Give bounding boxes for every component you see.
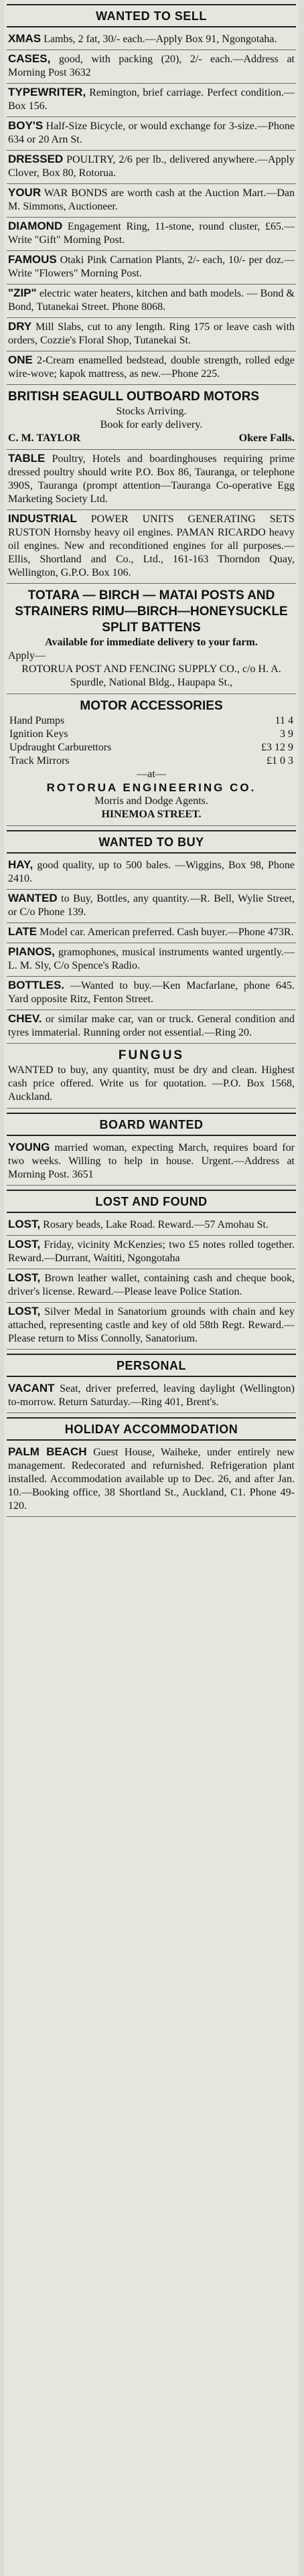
ad-body-text: Guest House, Waiheke, under entirely new management. Redecorated and refurnished. Refrigeration plant installed. Accommodation available up to Dec. 26, and after Jan. 10.—Booking office, 38 Shortland St., Auckland, C1. Phone 49-120. xyxy=(8,1447,295,1512)
classified-ad xyxy=(7,251,296,285)
classified-ad xyxy=(7,856,296,890)
ad-lead-word: VACANT xyxy=(8,1382,55,1394)
seagull-line-1: Stocks Arriving. xyxy=(116,406,187,417)
ad-body-text: Rosary beads, Lake Road. Reward.—57 Amohau St. xyxy=(43,1219,269,1230)
ad-body-text: Seat, driver preferred, leaving daylight (Wellington) to-morrow. Return Saturday.—Ring 401, Brent's. xyxy=(8,1383,295,1408)
seagull-display-ad xyxy=(7,385,296,450)
classified-ad xyxy=(7,1303,296,1350)
ad-body-text: Remington, brief carriage. Perfect condition.—Box 156. xyxy=(8,87,295,112)
motor-company: ROTORUA ENGINEERING CO. xyxy=(46,781,256,794)
section-heading-board-wanted: BOARD WANTED xyxy=(7,1113,296,1136)
classified-ad xyxy=(7,50,296,84)
ad-lead-word: YOUNG xyxy=(8,1141,50,1153)
motor-part-price: 11 4 xyxy=(275,715,293,726)
motor-part-row xyxy=(8,741,295,754)
fungus-text: WANTED to buy, any quantity, must be dry and clean. Highest cash price offered. Write us for quotation. —P.O. Box 1568, Auckland. xyxy=(8,1064,295,1103)
classified-ad xyxy=(7,450,296,510)
seagull-place: Okere Falls. xyxy=(238,432,295,444)
personal-ad-list xyxy=(7,1380,296,1413)
ad-body-text: Poultry, Hotels and boardinghouses requiring prime dressed poultry should write P.O. Box 86, Tauranga, or telephone 390S, Tauranga (prompt attention—Tauranga Co-operative Egg Marketing Society Ltd. xyxy=(8,453,295,505)
section-heading-wanted-to-sell: WANTED TO SELL xyxy=(7,4,296,27)
classified-ad xyxy=(7,1380,296,1413)
ad-body-text: Model car. American preferred. Cash buyer.—Phone 473R. xyxy=(40,927,294,938)
ad-body-text: to Buy, Bottles, any quantity.—R. Bell, Wylie Street, or C/o Phone 139. xyxy=(8,893,295,918)
ad-body-text: good quality, up to 500 bales. —Wiggins, Box 98, Phone 2410. xyxy=(8,860,295,884)
ad-body-text: Otaki Pink Carnation Plants, 2/- each, 10/- per doz.—Write "Flowers" Morning Post. xyxy=(8,254,295,279)
classified-ad xyxy=(7,1269,296,1303)
motor-part-name: Updraught Carburettors xyxy=(9,742,112,753)
classified-ad xyxy=(7,1010,296,1044)
section-heading-lost-and-found: LOST AND FOUND xyxy=(7,1190,296,1213)
ad-lead-word: YOUR xyxy=(8,186,42,199)
ad-body-text: Friday, vicinity McKenzies; two £5 notes rolled together. Reward.—Durrant, Waititi, Ngongotaha xyxy=(8,1239,295,1264)
classified-ad xyxy=(7,1216,296,1236)
ad-body-text: WAR BONDS are worth cash at the Auction Mart.—Dan M. Simmons, Auctioneer. xyxy=(8,187,295,212)
lost-ad-list xyxy=(7,1216,296,1350)
classified-ad xyxy=(7,890,296,923)
classified-ad xyxy=(7,318,296,351)
buy-ad-list xyxy=(7,856,296,1044)
ad-lead-word: BOY'S xyxy=(8,119,44,132)
motor-part-price: £3 12 9 xyxy=(261,742,293,753)
classified-ad xyxy=(7,184,296,218)
ad-lead-word: DRY xyxy=(8,320,32,333)
ad-body-text: Brown leather wallet, containing cash and cheque book, driver's license. Reward.—Please leave Police Station. xyxy=(8,1273,295,1297)
ad-body-text: POULTRY, 2/6 per lb., delivered anywhere.—Apply Clover, Box 80, Rotorua. xyxy=(8,154,295,179)
ad-body-text: POWER UNITS GENERATING SETS RUSTON Hornsby heavy oil engines. PAMAN RICARDO heavy oil engines. New and reconditioned engines for all purposes.—Ellis, Shortland and Co., Ltd., 161-163 Thorndon Quay, Wellington, G.P.O. Box 106. xyxy=(8,513,295,578)
motor-part-row xyxy=(8,754,295,768)
motor-part-name: Ignition Keys xyxy=(9,728,68,740)
motor-part-price: £1 0 3 xyxy=(267,755,293,767)
seagull-title: BRITISH SEAGULL OUTBOARD MOTORS xyxy=(8,390,260,404)
ad-lead-word: HAY, xyxy=(8,858,33,871)
motor-part-name: Track Mirrors xyxy=(9,755,70,767)
ad-lead-word: "ZIP" xyxy=(8,287,37,299)
ad-body-text: 2-Cream enamelled bedstead, double strength, rolled edge wire-wove; kapok mattress, as new.—Phone 225. xyxy=(8,355,295,380)
ad-body-text: Silver Medal in Sanatorium grounds with chain and key attached, representing castle and key of old 58th Regt. Reward.—Please return to Miss Connolly, Sanatorium. xyxy=(8,1306,295,1344)
classified-page xyxy=(4,0,299,2576)
ad-lead-word: TYPEWRITER, xyxy=(8,86,86,98)
ad-lead-word: CASES, xyxy=(8,52,51,65)
ad-lead-word: LATE xyxy=(8,925,37,938)
sell-ad-list xyxy=(7,30,296,385)
motor-parts-table xyxy=(8,714,295,768)
section-heading-personal: PERSONAL xyxy=(7,1354,296,1377)
totara-company: ROTORUA POST AND FENCING SUPPLY CO., c/o H. A. Spurdle, National Bldg., Haupapa St., xyxy=(21,663,281,688)
fungus-display-ad xyxy=(7,1044,296,1109)
classified-ad xyxy=(7,84,296,117)
ad-body-text: gramophones, musical instruments wanted urgently.—L. M. Sly, C/o Spence's Radio. xyxy=(8,947,295,971)
ad-lead-word: DRESSED xyxy=(8,153,64,165)
ad-body-text: good, with packing (20), 2/- each.—Address at Morning Post 3632 xyxy=(8,54,295,78)
ad-lead-word: ONE xyxy=(8,353,33,366)
holiday-ad-list xyxy=(7,1443,296,1517)
section-heading-wanted-to-buy: WANTED TO BUY xyxy=(7,830,296,854)
ad-body-text: Engagement Ring, 11-stone, round cluster, £65.—Write "Gift" Morning Post. xyxy=(8,221,295,246)
motor-accessories-display-ad xyxy=(7,694,296,826)
ad-body-text: married woman, expecting March, requires board for two weeks. Willing to help in house. Urgent.—Address at Morning Post. 3651 xyxy=(8,1142,295,1180)
fungus-title: FUNGUS xyxy=(118,1048,185,1062)
ad-body-text: Half-Size Bicycle, or would exchange for 3-size.—Phone 634 or 20 Arn St. xyxy=(8,120,295,145)
ad-lead-word: TABLE xyxy=(8,452,46,465)
motor-agents: Morris and Dodge Agents. xyxy=(94,795,208,807)
motor-part-name: Hand Pumps xyxy=(9,715,65,726)
ad-lead-word: LOST, xyxy=(8,1271,41,1284)
totara-display-ad xyxy=(7,584,296,694)
ad-body-text: electric water heaters, kitchen and bath models. — Bond & Bond, Tutanekai Street. Phone 8068. xyxy=(8,288,295,313)
classified-ad xyxy=(7,1139,296,1186)
ad-body-text: Mill Slabs, cut to any length. Ring 175 or leave cash with orders, Cozzie's Floral Shop, Tutanekai St. xyxy=(8,321,295,346)
classified-ad xyxy=(7,218,296,251)
ad-lead-word: FAMOUS xyxy=(8,253,57,266)
ad-body-text: Lambs, 2 fat, 30/- each.—Apply Box 91, Ngongotaha. xyxy=(44,33,277,45)
classified-ad xyxy=(7,117,296,151)
classified-ad xyxy=(7,1236,296,1269)
ad-lead-word: LOST, xyxy=(8,1238,41,1251)
ad-lead-word: PALM BEACH xyxy=(8,1445,87,1458)
board-ad-list xyxy=(7,1139,296,1186)
motor-street: HINEMOA STREET. xyxy=(101,809,202,820)
ad-lead-word: LOST, xyxy=(8,1218,41,1230)
ad-body-text: —Wanted to buy.—Ken Macfarlane, phone 645. Yard opposite Ritz, Fenton Street. xyxy=(8,980,295,1005)
ad-lead-word: XMAS xyxy=(8,32,42,45)
totara-availability: Available for immediate delivery to your farm. xyxy=(45,637,258,648)
ad-body-text: or similar make car, van or truck. General condition and tyres immaterial. Running order not essential.—Ring 20. xyxy=(8,1014,295,1038)
ad-lead-word: PIANOS, xyxy=(8,945,55,958)
classified-ad xyxy=(7,943,296,977)
classified-ad xyxy=(7,510,296,584)
ad-lead-word: WANTED xyxy=(8,892,58,904)
ad-lead-word: CHEV. xyxy=(8,1012,42,1025)
ad-lead-word: LOST, xyxy=(8,1305,41,1317)
seagull-name: C. M. TAYLOR xyxy=(8,432,81,444)
classified-ad xyxy=(7,1443,296,1517)
classified-ad xyxy=(7,923,296,943)
classified-ad xyxy=(7,351,296,385)
seagull-line-2: Book for early delivery. xyxy=(100,419,203,430)
totara-title: TOTARA — BIRCH — MATAI POSTS AND STRAINERS RIMU—BIRCH—HONEYSUCKLE SPLIT BATTENS xyxy=(15,588,288,635)
ad-lead-word: DIAMOND xyxy=(8,220,63,232)
classified-ad xyxy=(7,151,296,184)
classified-ad xyxy=(7,30,296,50)
ad-lead-word: BOTTLES. xyxy=(8,979,65,991)
motor-part-row xyxy=(8,728,295,741)
motor-at: —at— xyxy=(137,769,166,780)
classified-ad xyxy=(7,977,296,1010)
ad-lead-word: INDUSTRIAL xyxy=(8,512,77,525)
sell-ad-list-2 xyxy=(7,450,296,584)
totara-apply: Apply— xyxy=(8,650,46,661)
classified-ad xyxy=(7,285,296,318)
motor-part-price: 3 9 xyxy=(280,728,293,740)
section-heading-holiday-accommodation: HOLIDAY ACCOMMODATION xyxy=(7,1417,296,1441)
motor-title: MOTOR ACCESSORIES xyxy=(80,699,223,713)
motor-part-row xyxy=(8,714,295,728)
